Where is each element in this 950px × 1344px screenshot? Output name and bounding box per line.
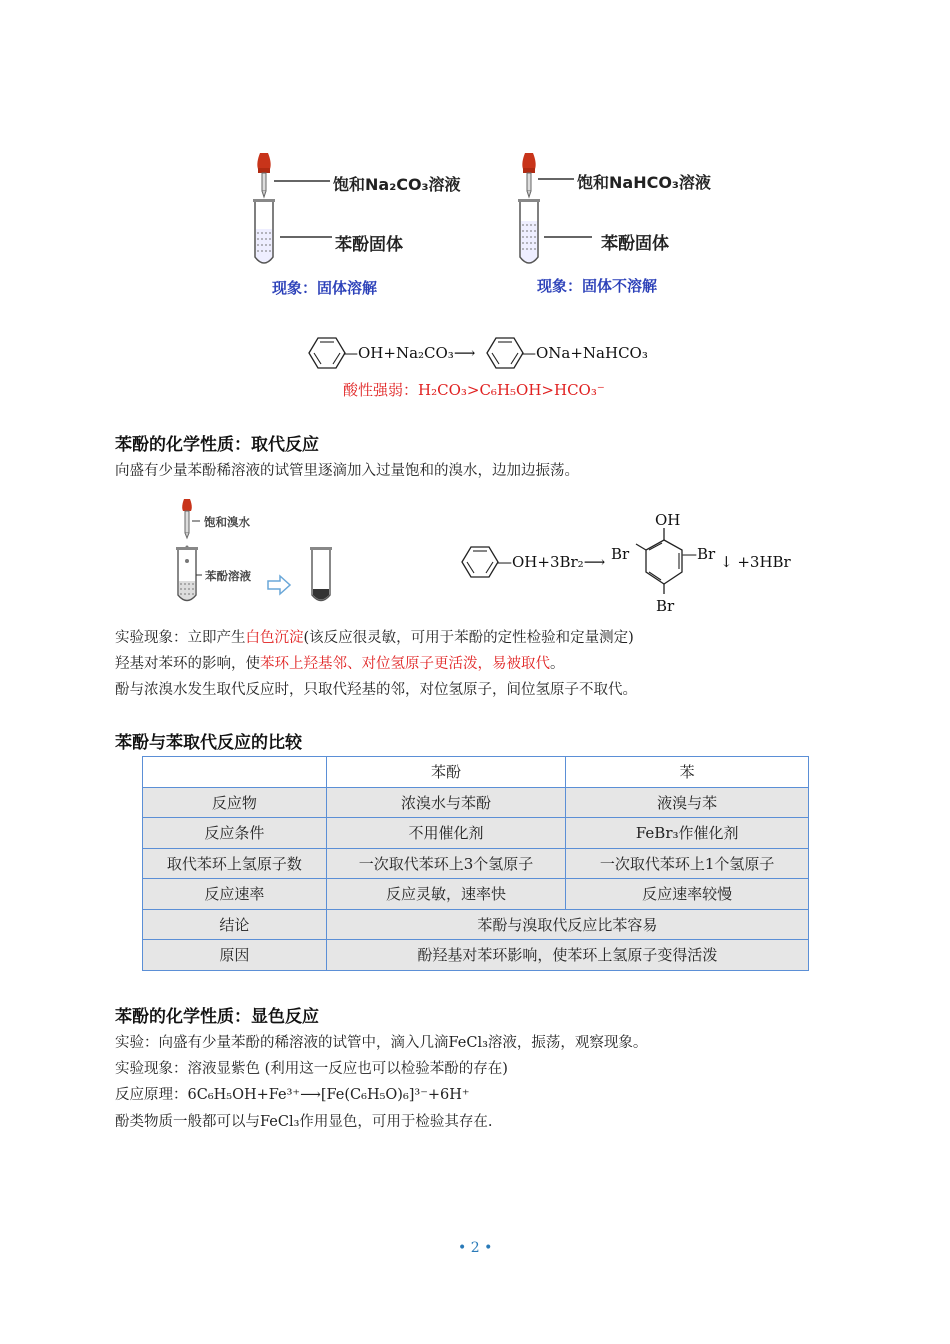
observation-prefix: 实验现象：立即产生 <box>115 630 246 646</box>
table-cell: 原因 <box>143 940 327 971</box>
fig-solution-label: 苯酚溶液 <box>205 569 251 583</box>
effect-suffix: 。 <box>550 656 565 672</box>
table-cell: 不用催化剂 <box>326 818 566 849</box>
heading-color-reaction: 苯酚的化学性质：显色反应 <box>115 1007 319 1027</box>
arrow-right-icon <box>268 576 290 594</box>
table-cell <box>143 757 327 788</box>
table-cell: 反应速率 <box>143 879 327 910</box>
acidity-order: 酸性强弱：H₂CO₃>C₆H₅OH>HCO₃⁻ <box>343 381 605 399</box>
bromination-oh: OH <box>655 511 681 529</box>
table-cell: 反应条件 <box>143 818 327 849</box>
color-note: 酚类物质一般都可以与FeCl₃作用显色，可用于检验其存在. <box>115 1114 493 1130</box>
bromine-water-figure <box>170 495 340 610</box>
bromination-br-bottom: Br <box>656 597 675 615</box>
table-cell: 苯酚与溴取代反应比苯容易 <box>326 909 808 940</box>
page-number: • 2 • <box>458 1240 493 1256</box>
bromination-left: —OH+3Br₂⟶ <box>497 553 606 571</box>
observation-line <box>115 626 634 647</box>
table-cell: 一次取代苯环上3个氢原子 <box>326 848 566 879</box>
test-tube-left-icon <box>253 199 275 263</box>
color-experiment: 实验：向盛有少量苯酚的稀溶液的试管中，滴入几滴FeCl₃溶液，振荡，观察现象。 <box>115 1035 648 1051</box>
color-phenomenon: 实验现象：溶液显紫色 (利用这一反应也可以检验苯酚的存在) <box>115 1061 508 1077</box>
effect-line <box>115 652 565 673</box>
table-cell: 反应灵敏，速率快 <box>326 879 566 910</box>
bromination-right: ↓ +3HBr <box>720 553 791 571</box>
table-cell: 苯 <box>566 757 809 788</box>
table-row <box>143 787 809 818</box>
table-cell: 苯酚 <box>326 757 566 788</box>
test-tube-right-icon <box>518 199 540 263</box>
right-solid-label: 苯酚固体 <box>601 234 669 254</box>
table-row <box>143 848 809 879</box>
color-principle: 反应原理：6C₆H₅OH+Fe³⁺⟶[Fe(C₆H₅O)₆]³⁻+6H⁺ <box>115 1087 470 1103</box>
bromination-br-left: Br <box>611 545 630 563</box>
heading-substitution: 苯酚的化学性质：取代反应 <box>115 435 319 455</box>
effect-prefix: 羟基对苯环的影响，使 <box>115 656 260 672</box>
dropper-icon <box>182 499 192 538</box>
observation-suffix: (该反应很灵敏，可用于苯酚的定性检验和定量测定) <box>303 630 634 646</box>
right-reagent-label: 饱和NaHCO₃溶液 <box>577 173 711 192</box>
test-tube-figure <box>240 145 710 295</box>
dropper-left-icon <box>257 153 270 197</box>
table-row-reason <box>143 940 809 971</box>
bromination-br-right: —Br <box>682 545 716 563</box>
right-phenomenon: 现象：固体不溶解 <box>537 277 658 295</box>
observation-highlight: 白色沉淀 <box>245 630 304 646</box>
left-phenomenon: 现象：固体溶解 <box>272 279 378 297</box>
equation1-left: —OH+Na₂CO₃⟶ <box>343 344 476 362</box>
table-row <box>143 879 809 910</box>
table-cell: FeBr₃作催化剂 <box>566 818 809 849</box>
substitution-rule: 酚与浓溴水发生取代反应时，只取代羟基的邻，对位氢原子，间位氢原子不取代。 <box>115 682 637 698</box>
substitution-intro: 向盛有少量苯酚稀溶液的试管里逐滴加入过量饱和的溴水，边加边振荡。 <box>115 463 579 479</box>
equation1-right: —ONa+NaHCO₃ <box>521 344 648 362</box>
table-cell: 一次取代苯环上1个氢原子 <box>566 848 809 879</box>
left-solid-label: 苯酚固体 <box>335 235 403 255</box>
table-cell: 反应物 <box>143 787 327 818</box>
table-cell: 液溴与苯 <box>566 787 809 818</box>
table-header-row <box>143 757 809 788</box>
table-cell: 结论 <box>143 909 327 940</box>
test-tube-result-icon <box>310 547 332 601</box>
left-reagent-label: 饱和Na₂CO₃溶液 <box>333 175 461 194</box>
effect-highlight: 苯环上羟基邻、对位氢原子更活泼，易被取代 <box>260 656 550 672</box>
table-cell: 浓溴水与苯酚 <box>326 787 566 818</box>
comparison-table <box>142 756 809 971</box>
table-cell: 反应速率较慢 <box>566 879 809 910</box>
dropper-right-icon <box>522 153 535 197</box>
fig-reagent-label: 饱和溴水 <box>204 515 250 529</box>
heading-compare: 苯酚与苯取代反应的比较 <box>115 733 302 753</box>
table-cell: 取代苯环上氢原子数 <box>143 848 327 879</box>
test-tube-icon <box>176 547 198 601</box>
table-row-conclusion <box>143 909 809 940</box>
table-cell: 酚羟基对苯环影响，使苯环上氢原子变得活泼 <box>326 940 808 971</box>
table-row <box>143 818 809 849</box>
